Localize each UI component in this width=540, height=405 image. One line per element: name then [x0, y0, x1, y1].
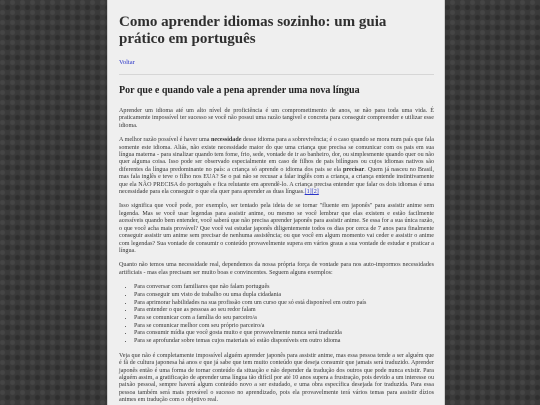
reference-link[interactable]: [1][2]	[304, 189, 319, 196]
list-item: • Para conversar com familiares que não falam português	[134, 284, 434, 292]
list-item: • Para conseguir um visto de trabalho ou uma dupla cidadania	[134, 292, 434, 300]
emphasis-precisar: precisar	[343, 166, 365, 173]
paragraph-conclusion: Veja que não é completamente impossível alguém aprender japonês para assistir anime, mas essa pessoa tende a ser alguém que é fã de cultura japonesa há anos e que já sabe que tem muito conteúdo que deseja consumir que jamais será traduzido. Aprender japonês então é uma forma de tornar conteúdo da situação e não depender da tradução dos outros que pode nunca existir. Para alguém assim, a gratificação de aprender uma língua tão difícil por até 10 anos supera a frustração, pois devido a um interesse ou paixão pessoal, sempre haverá algum conteúdo novo a ser estudado, e uma obra específica desejada for traduzida. Para essa pessoa também será mais provável o sucesso no aprendizado, pois ela provavelmente terá vários temas para assistir dízios animes em tradução com o objetivo real.	[119, 352, 434, 404]
paragraph-anime-example: Isso significa que você pode, por exemplo, ser tentado pela ideia de se tornar "fluente em japonês" para assistir anime sem legenda. Mas se você usar legendas para assistir anime, ou mesmo se você lembrar que elas existem e estão facilmente acessíveis quando bem entender, você saberá que não precisa aprender japonês para assistir anime. Se essa for a sua única razão, o que você acha mais provável? Que você vai estudar japonês diligentemente todos os dias por cerca de 7 anos para finalmente conseguir assistir um anime sem precisar de nenhuma assistência; ou que você em algum momento vai ceder e assistir o anime com legendas? Sua vontade de consumir o conteúdo provavelmente supera em vários graus a sua vontade de estudar e praticar a língua.	[119, 203, 434, 254]
text-run: desse idioma para a sobrevivência; é o caso quando se mora num país que fala somente este idioma. Aliás, não existe necessidade maior do que uma criança que precisa se comunicar com os pais em sua língua materna - para sinalizar quando tem fome, frio, sede, vontade de ir ao banheiro, dor, ou simplesmente quando quer ou não quer alguma coisa. Isso pode ser observado especialmente em caso de filhos de pais bilíngues ou cujos idiomas nativos são diferentes da língua predominante no país: a criança só aprende o idioma dos pais se ela	[119, 137, 434, 173]
text-run: A melhor razão possível é haver uma	[119, 137, 211, 144]
paragraph-intro: Aprender um idioma até um alto nível de proficiência é um comprometimento de anos, se não para toda uma vida. É praticamente impossível ter sucesso se você não possui uma razão tangível e concreta para conseguir compreender e utilizar esse idioma.	[119, 108, 434, 129]
article-title: Como aprender idiomas sozinho: um guia prático em português	[119, 14, 387, 47]
list-item: • Para se comunicar melhor com seu próprio parceiro/a	[134, 323, 434, 331]
list-item: • Para se comunicar com a família do seu parceiro/a	[134, 315, 434, 323]
article-page	[107, 0, 445, 405]
list-item: • Para consumir mídia que você gosta muito e que provavelmente nunca será traduzida	[134, 330, 434, 338]
emphasis-necessidade: necessidade	[210, 137, 242, 144]
reasons-list	[119, 284, 434, 346]
list-item: • Para se aprofundar sobre temas cujos materiais só estão disponíveis em outro idioma	[134, 338, 434, 346]
list-item: • Para entender o que as pessoas ao seu redor falam	[134, 307, 434, 315]
paragraph-necessity	[119, 137, 434, 196]
back-link[interactable]: Voltar	[119, 59, 135, 66]
divider	[119, 74, 434, 75]
text-run: . Quem já nasceu no Brasil, mas fala inglês e teve o filho nos EUA? Se o pai não se recusar a falar inglês com a criança, a criança entende instintivamente que ela NÃO PRECISA do português e fica relutante em aprendê-lo. A criança precisa entender que falar os dois idiomas é uma necessidade para ela conseguir o que ela quer para aprender as duas línguas.	[119, 166, 434, 196]
paragraph-willpower: Quanto não temos uma necessidade real, dependemos da nossa própria força de vontade para nos auto-impormos necessidades artificiais - mas elas precisam ser muito boas e convincentes. Seguem alguns exemplos:	[119, 262, 434, 276]
section-heading: Por que e quando vale a pena aprender uma nova língua	[119, 85, 360, 96]
list-item: • Para aprimorar habilidades na sua profissão com um curso que só está disponível em outro país	[134, 300, 434, 308]
